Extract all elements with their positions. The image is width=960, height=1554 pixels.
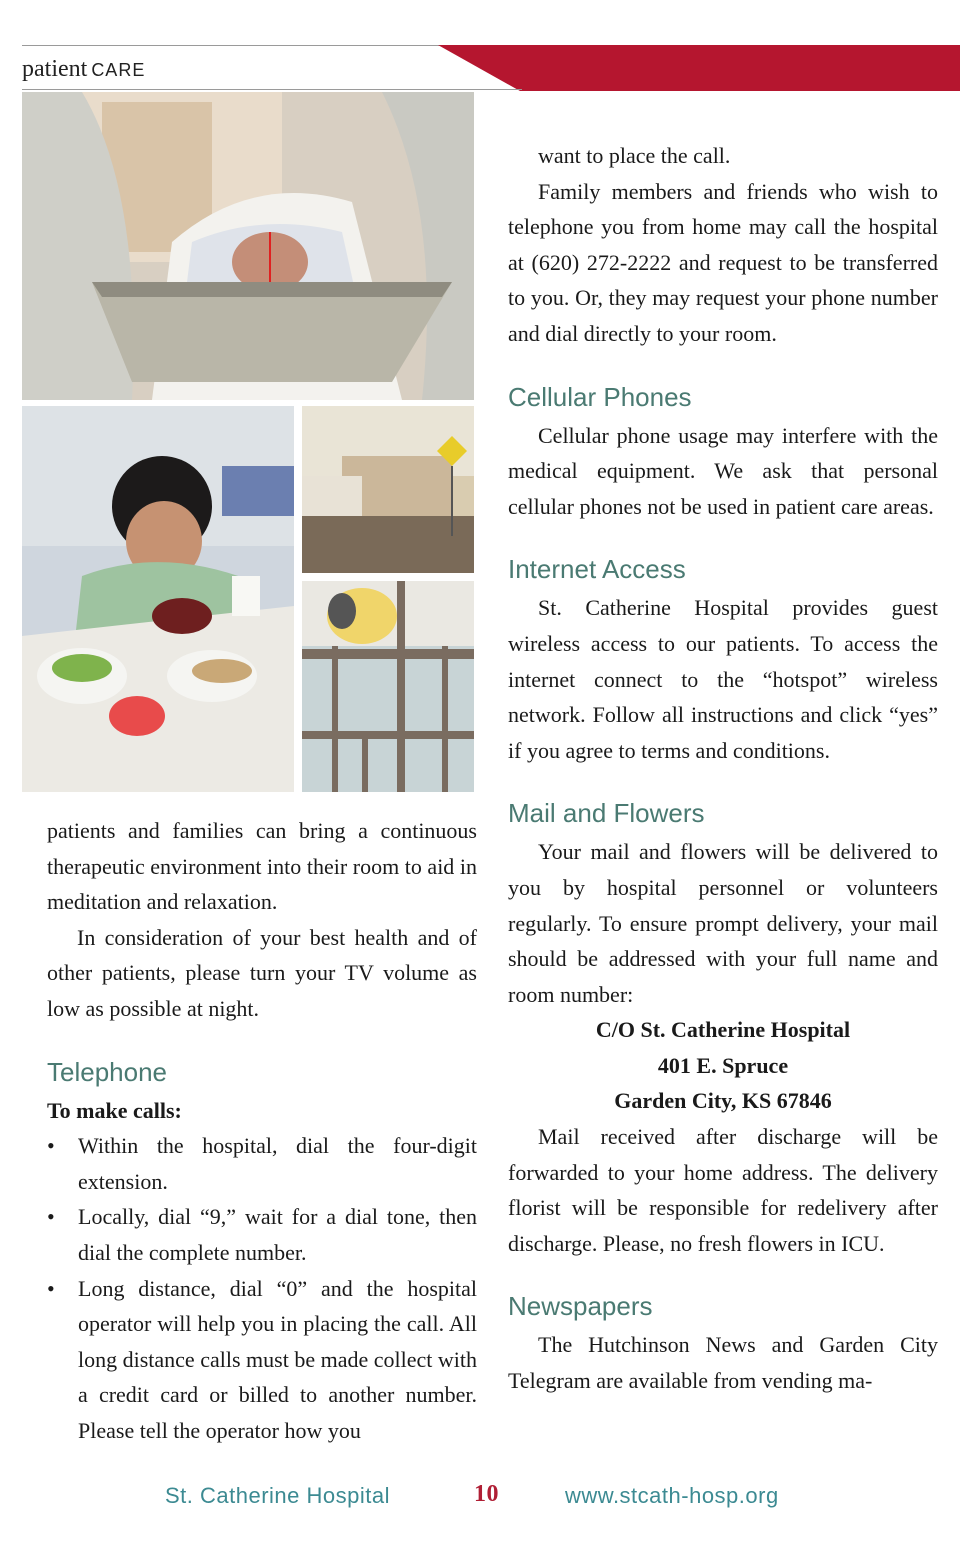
body-paragraph: Mail received after discharge will be forwarded to your home address. The delivery florist will be responsible for redelivery after discharge. Please, no fresh flowers in ICU. bbox=[508, 1124, 938, 1256]
list-item bbox=[47, 1199, 477, 1270]
cellular-phones-heading: Cellular Phones bbox=[508, 381, 692, 412]
bullet-icon: • bbox=[47, 1133, 55, 1159]
body-paragraph: The Hutchinson News and Garden City Telegram are available from vending ma- bbox=[508, 1332, 938, 1394]
footer-hospital-name: St. Catherine Hospital bbox=[165, 1483, 390, 1508]
telephone-heading: Telephone bbox=[47, 1056, 167, 1087]
section-word-care: CARE bbox=[91, 60, 146, 80]
list-item-text: Long distance, dial “0” and the hospital operator will help you in placing the call. All long distance calls must be made collect with a credit card or billed to another number. Please tell the operator how you bbox=[78, 1275, 477, 1443]
address-line: C/O St. Catherine Hospital bbox=[595, 1017, 851, 1043]
footer-url[interactable]: www.stcath-hosp.org bbox=[565, 1483, 779, 1508]
header-underline bbox=[22, 89, 522, 90]
stained-glass-window-photo bbox=[302, 581, 474, 792]
list-item bbox=[47, 1128, 477, 1199]
hospital-building-photo bbox=[302, 406, 474, 573]
mail-and-flowers-heading: Mail and Flowers bbox=[508, 798, 705, 829]
body-paragraph: In consideration of your best health and of other patients, please turn your TV volume as low as possible at night. bbox=[47, 924, 477, 1021]
section-label bbox=[22, 56, 145, 83]
header-rule bbox=[22, 45, 442, 46]
body-paragraph: Cellular phone usage may interfere with the medical equipment. We ask that personal cellular phones not be used in patient care areas. bbox=[508, 422, 938, 519]
header-banner bbox=[420, 45, 960, 91]
list-item bbox=[47, 1271, 477, 1449]
section-word: patient bbox=[22, 56, 88, 82]
address-line: Garden City, KS 67846 bbox=[614, 1088, 832, 1114]
address-line: 401 E. Spruce bbox=[657, 1052, 789, 1078]
internet-access-heading: Internet Access bbox=[508, 554, 686, 585]
body-paragraph: Your mail and flowers will be delivered to you by hospital personnel or volunteers regularly. To ensure prompt delivery, your mail should be addressed with your full name and room number: bbox=[508, 839, 938, 1007]
make-calls-subheading: To make calls: bbox=[47, 1097, 182, 1123]
body-paragraph: patients and families can bring a continuous therapeutic environment into their room to aid in meditation and relaxation. bbox=[47, 818, 477, 915]
newspapers-heading: Newspapers bbox=[508, 1291, 653, 1322]
child-eating-meal-photo bbox=[22, 406, 294, 792]
list-item-text: Locally, dial “9,” wait for a dial tone, then dial the complete number. bbox=[78, 1204, 477, 1265]
page-number: 10 bbox=[474, 1481, 499, 1507]
body-paragraph: St. Catherine Hospital provides guest wireless access to our patients. To access the internet connect to the “hotspot” wireless network. Follow all instructions and click “yes” if you agree to terms and conditions. bbox=[508, 595, 938, 763]
list-item-text: Within the hospital, dial the four-digit extension. bbox=[78, 1133, 477, 1194]
body-paragraph: want to place the call. bbox=[538, 143, 731, 168]
body-paragraph: Family members and friends who wish to telephone you from home may call the hospital at (620) 272-2222 and request to be transferred to you. Or, they may request your phone number and dial directly to your room. bbox=[508, 178, 938, 346]
bullet-icon: • bbox=[47, 1204, 55, 1230]
left-column bbox=[47, 813, 477, 1449]
calling-instructions-list bbox=[47, 1128, 477, 1448]
mri-scan-photo bbox=[22, 92, 474, 400]
right-column bbox=[508, 138, 938, 1399]
bullet-icon: • bbox=[47, 1275, 55, 1301]
